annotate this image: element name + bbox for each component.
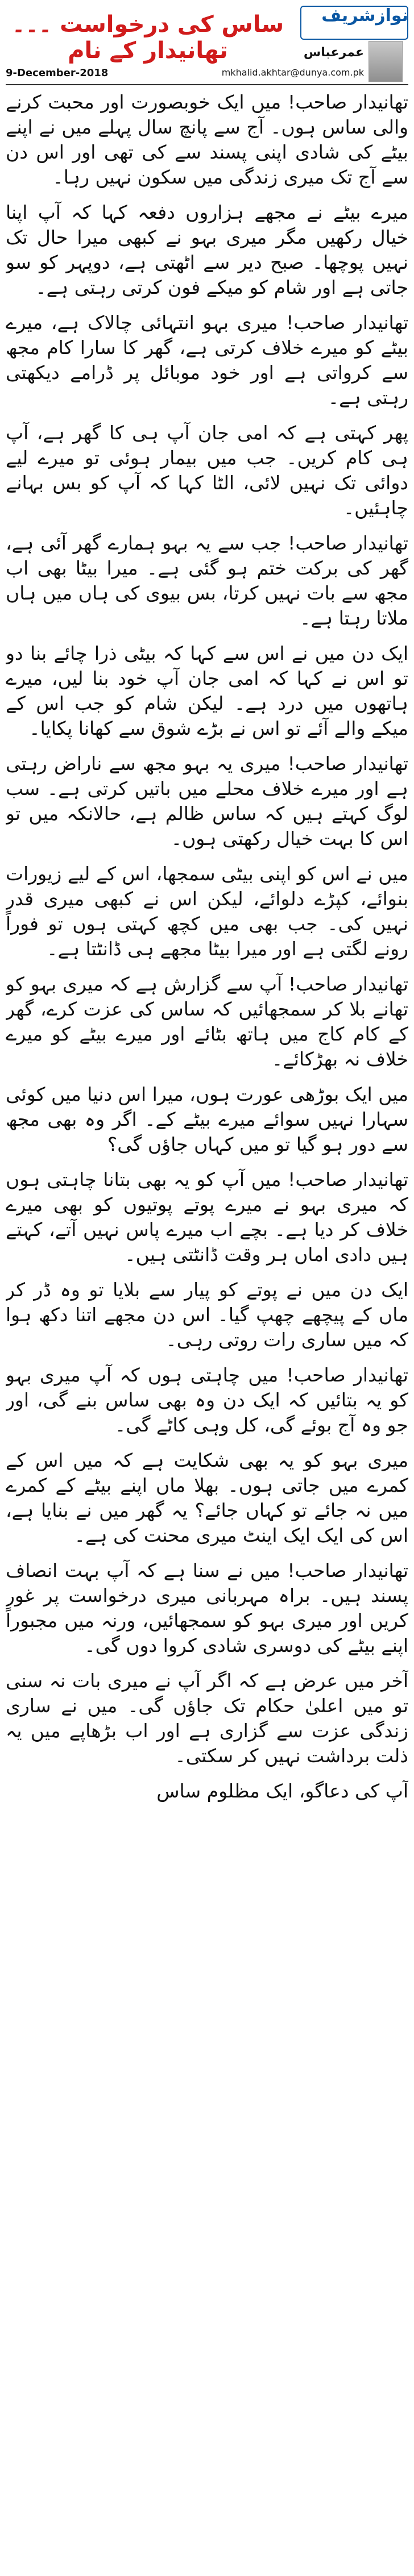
paragraph: میرے بیٹے نے مجھے ہزاروں دفعہ کہا کہ آپ اپنا خیال رکھیں مگر میری بہو نے کبھی میرا حال تک نہیں پوچھا۔ صبح دیر سے اٹھتی ہے، دوپہر کو سو جاتی ہے اور شام کو میکے فون کرتی رہتی ہے۔ (6, 201, 408, 298)
header-divider (6, 84, 408, 85)
paragraph: تھانیدار صاحب! میری یہ بہو مجھ سے ناراض رہتی ہے اور میرے خلاف محلے میں باتیں کرتی ہے۔ سب لوگ کہتے ہیں کہ ساس ظالم ہے، حالانکہ میں تو اس کا بہت خیال رکھتی ہوں۔ (6, 752, 408, 850)
paragraph: آخر میں عرض ہے کہ اگر آپ نے میری بات نہ سنی تو میں اعلیٰ حکام تک جاؤں گی۔ میں نے ساری زندگی عزت سے گزاری ہے اور اب بڑھاپے میں یہ ذلت برداشت نہیں کر سکتی۔ (6, 1670, 408, 1767)
column-title: ساس کی درخواست ۔۔۔ تھانیدار کے نام (11, 11, 284, 64)
author-name: عمرعباس (303, 45, 364, 60)
column-body (6, 90, 408, 2570)
paragraph: میں نے اس کو اپنی بیٹی سمجھا، اس کے لیے زیورات بنوائے، کپڑے دلوائے، لیکن اس نے کبھی میری قدر نہیں کی۔ جب بھی میں کچھ کہتی ہوں تو فوراً رونے لگتی ہے اور میرا بیٹا مجھے ہی ڈانٹتا ہے۔ (6, 863, 408, 960)
paragraph: ایک دن میں نے اس سے کہا کہ بیٹی ذرا چائے بنا دو تو اس نے کہا کہ امی جان آپ خود بنا لیں، میرے ہاتھوں میں درد ہے۔ لیکن شام کو جب اس کے میکے والے آئے تو اس نے بڑے شوق سے کھانا پکایا۔ (6, 642, 408, 739)
publish-date: 9-December-2018 (6, 67, 109, 79)
column-header (0, 0, 414, 85)
paragraph: آپ کی دعاگو، ایک مظلوم ساس (156, 1780, 408, 1802)
author-photo (369, 41, 403, 82)
paragraph: تھانیدار صاحب! میری بہو انتہائی چالاک ہے، میرے بیٹے کو میرے خلاف کرتی ہے، گھر کا سارا کام مجھ سے کرواتی ہے اور خود موبائل پر ڈرامے دیکھتی رہتی ہے۔ (6, 311, 408, 409)
paragraph: تھانیدار صاحب! میں آپ کو یہ بھی بتانا چاہتی ہوں کہ میری بہو نے میرے پوتے پوتیوں کو بھی میرے خلاف کر دیا ہے۔ بچے اب میرے پاس نہیں آتے، کہتے ہیں دادی اماں ہر وقت ڈانٹتی ہیں۔ (6, 1168, 408, 1266)
paragraph: میں ایک بوڑھی عورت ہوں، میرا اس دنیا میں کوئی سہارا نہیں سوائے میرے بیٹے کے۔ اگر وہ بھی مجھ سے دور ہو گیا تو میں کہاں جاؤں گی؟ (6, 1083, 408, 1155)
author-email: mkhalid.akhtar@dunya.com.pk (221, 67, 364, 78)
paragraph: تھانیدار صاحب! آپ سے گزارش ہے کہ میری بہو کو تھانے بلا کر سمجھائیں کہ ساس کی عزت کرے، گھر کے کام کاج میں ہاتھ بٹائے اور میرے بیٹے کو میرے خلاف نہ بھڑکائے۔ (6, 973, 408, 1070)
paragraph: میری بہو کو یہ بھی شکایت ہے کہ میں اس کے کمرے میں جاتی ہوں۔ بھلا ماں اپنے بیٹے کے کمرے میں نہ جائے تو کہاں جائے؟ یہ گھر میں نے بنایا ہے، اس کی ایک ایک اینٹ میری محنت کی ہے۔ (6, 1449, 408, 1546)
paragraph: تھانیدار صاحب! میں چاہتی ہوں کہ آپ میری بہو کو یہ بتائیں کہ ایک دن وہ بھی ساس بنے گی، اور جو وہ آج بوئے گی، کل وہی کاٹے گی۔ (6, 1364, 408, 1436)
paragraph: تھانیدار صاحب! میں ایک خوبصورت اور محبت کرنے والی ساس ہوں۔ آج سے پانچ سال پہلے میں نے اپنے بیٹے کی شادی اپنی پسند سے کی تھی اور اس دن سے آج تک میری زندگی میں سکون نہیں رہا۔ (6, 91, 408, 188)
paragraph: تھانیدار صاحب! جب سے یہ بہو ہمارے گھر آئی ہے، گھر کی برکت ختم ہو گئی ہے۔ میرا بیٹا بھی اب مجھ سے بات نہیں کرتا، بس بیوی کی ہاں میں ہاں ملاتا رہتا ہے۔ (6, 532, 408, 629)
paragraph: ایک دن میں نے پوتے کو پیار سے بلایا تو وہ ڈر کر ماں کے پیچھے چھپ گیا۔ اس دن مجھے اتنا دکھ ہوا کہ میں ساری رات روتی رہی۔ (6, 1279, 408, 1351)
newspaper-logo-text: نوازشریف (321, 6, 408, 26)
paragraph: تھانیدار صاحب! میں نے سنا ہے کہ آپ بہت انصاف پسند ہیں۔ براہ مہربانی میری درخواست پر غور کریں اور میری بہو کو سمجھائیں، ورنہ میں مجبوراً اپنے بیٹے کی دوسری شادی کروا دوں گی۔ (6, 1559, 408, 1657)
paragraph: پھر کہتی ہے کہ امی جان آپ ہی کا گھر ہے، آپ ہی کام کریں۔ جب میں بیمار ہوئی تو میرے لیے دوائی تک نہیں لائی، الٹا کہا کہ آپ کو بس بہانے چاہئیں۔ (6, 422, 408, 519)
